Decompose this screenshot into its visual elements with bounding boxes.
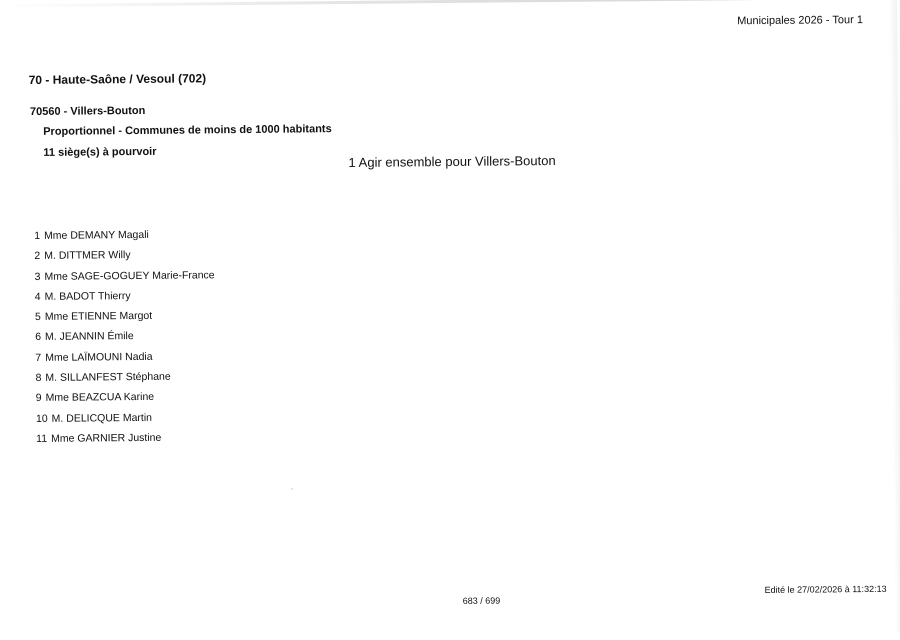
candidate-number: 8 <box>35 372 42 385</box>
seats-to-fill: 11 siège(s) à pourvoir <box>43 145 157 159</box>
candidate-row <box>35 349 215 371</box>
candidate-number: 6 <box>35 331 42 344</box>
page-number: 683 / 699 <box>462 595 501 606</box>
candidate-name: Mme LAÏMOUNI Nadia <box>45 350 153 364</box>
candidate-number: 5 <box>34 311 41 324</box>
voting-mode: Proportionnel - Communes de moins de 1000 habitants <box>43 123 332 138</box>
edited-timestamp: Edité le 27/02/2026 à 11:32:13 <box>764 583 887 595</box>
page-right-shadow <box>889 0 900 632</box>
candidate-number: 11 <box>36 432 48 445</box>
candidate-row <box>36 410 216 432</box>
candidate-name: Mme SAGE-GOGUEY Marie-France <box>44 268 215 283</box>
candidate-number: 7 <box>35 351 42 364</box>
candidate-name: Mme DEMANY Magali <box>43 228 149 242</box>
candidate-list <box>34 227 216 452</box>
candidate-name: Mme GARNIER Justine <box>50 431 162 445</box>
candidate-row <box>36 390 216 412</box>
candidate-row <box>34 248 214 270</box>
candidate-number: 10 <box>35 412 48 425</box>
candidate-name: M. DELICQUE Martin <box>51 411 153 425</box>
list-title: 1 Agir ensemble pour Villers-Bouton <box>348 152 556 170</box>
candidate-name: M. SILLANFEST Stéphane <box>45 370 171 384</box>
commune-heading: 70560 - Villers-Bouton <box>29 104 146 119</box>
department-heading: 70 - Haute-Saône / Vesoul (702) <box>28 71 207 88</box>
candidate-row <box>35 369 215 391</box>
candidate-name: Mme BEAZCUA Karine <box>45 391 155 405</box>
scan-speck <box>292 489 293 490</box>
candidate-name: M. BADOT Thierry <box>44 289 131 303</box>
candidate-row <box>35 268 215 290</box>
candidate-number: 4 <box>34 290 41 303</box>
candidate-number: 9 <box>35 392 42 405</box>
candidate-name: M. DITTMER Willy <box>44 249 131 263</box>
candidate-number: 3 <box>34 270 41 283</box>
candidate-name: Mme ETIENNE Margot <box>44 310 153 324</box>
candidate-row <box>35 288 215 310</box>
election-header: Municipales 2026 - Tour 1 <box>737 14 863 28</box>
page-top-edge <box>0 0 897 7</box>
candidate-row <box>35 308 215 330</box>
candidate-row <box>34 227 214 249</box>
candidate-row <box>35 329 215 351</box>
candidate-number: 2 <box>34 250 41 263</box>
candidate-name: M. JEANNIN Émile <box>44 330 134 344</box>
candidate-number: 1 <box>34 229 41 242</box>
candidate-row <box>36 430 216 452</box>
